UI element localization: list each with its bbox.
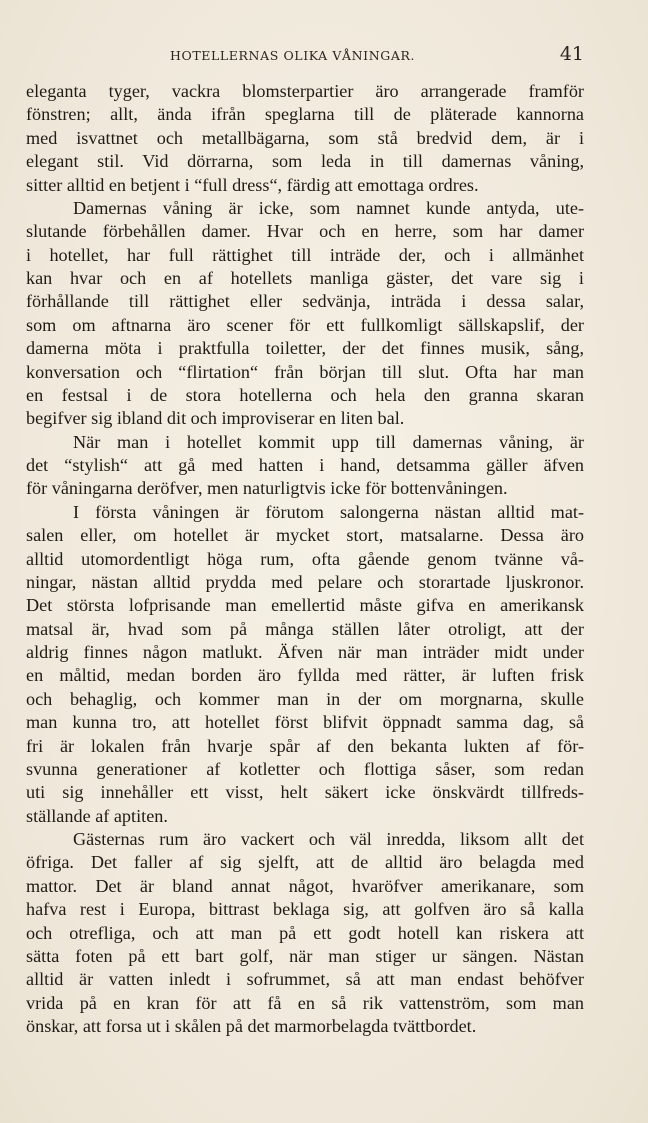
text-line: uti sig innehåller ett visst, helt säkert icke önskvärdt tillfreds- (26, 782, 584, 803)
text-line: en måltid, medan borden äro fyllda med rätter, är luften frisk (26, 665, 584, 686)
text-line: för våningarna deröfver, men naturligtvis icke för bottenvåningen. (26, 478, 508, 499)
text-line: mattor. Det är bland annat något, hvaröfver amerikanare, som (26, 875, 584, 896)
text-line: matsal är, hvad som på många ställen låter otroligt, att der (26, 618, 584, 639)
page-number: 41 (559, 43, 584, 65)
text-line: fri är lokalen från hvarje spår af den bekanta lukten af för- (26, 735, 584, 756)
text-line: konversation och “flirtation“ från början till slut. Ofta har man (26, 361, 584, 382)
paragraph (26, 501, 584, 828)
text-line: Damernas våning är icke, som namnet kunde antyda, ute- (73, 197, 584, 218)
text-line: en festsal i de stora hotellerna och hela den granna skaran (26, 384, 584, 405)
paragraph (26, 431, 584, 501)
text-line: med isvattnet och metallbägarna, som stå bredvid dem, är i (26, 127, 584, 148)
paragraph (26, 80, 584, 197)
text-line: hafva rest i Europa, bittrast beklaga sig, att golfven äro så kalla (26, 899, 584, 920)
text-line: alltid är vatten inledt i sofrummet, så att man endast behöfver (26, 969, 584, 990)
text-line: När man i hotellet kommit upp till damernas våning, är (73, 431, 584, 452)
text-line: eleganta tyger, vackra blomsterpartier äro arrangerade framför (26, 81, 584, 101)
running-title: HOTELLERNAS OLIKA VÅNINGAR. (170, 48, 416, 63)
paragraph (26, 197, 584, 431)
text-line: aldrig finnes någon matlukt. Äfven när man inträder midt under (26, 642, 584, 662)
body-text (26, 80, 584, 1038)
text-line: öfriga. Det faller af sig sjelft, att de alltid äro belagda med (26, 852, 584, 873)
text-line: begifver sig ibland dit och improviserar en liten bal. (26, 408, 405, 429)
text-line: i hotellet, har full rättighet till inträde der, och i allmänhet (26, 244, 584, 265)
text-line: ningar, nästan alltid prydda med pelare och storartade ljuskronor. (26, 571, 584, 592)
text-line: Gästernas rum äro vackert och väl inredda, liksom allt det (73, 829, 584, 849)
text-line: svunna generationer af kotletter och flottiga såser, som redan (26, 758, 584, 779)
text-line: förhållande till rättighet eller sedvänja, inträda i dessa salar, (26, 291, 584, 312)
page-header (26, 45, 584, 67)
text-line: som om aftnarna äro scener för ett fullkomligt sällskapslif, der (26, 314, 584, 335)
text-line: man kunna tro, att hotellet först blifvit öppnadt samma dag, så (26, 712, 584, 733)
text-line: elegant stil. Vid dörrarna, som leda in till damernas våning, (26, 151, 584, 172)
paragraph (26, 828, 584, 1038)
text-line: ställande af aptiten. (26, 805, 168, 826)
text-line: och behaglig, och kommer man in der om morgnarna, skulle (26, 688, 584, 709)
text-line: vrida på en kran för att få en så rik vattenström, som man (26, 992, 584, 1013)
text-line: I första våningen är förutom salongerna nästan alltid mat- (73, 501, 584, 522)
text-line: sitter alltid en betjent i “full dress“, färdig att emottaga ordres. (26, 174, 479, 195)
text-line: slutande förbehållen damer. Hvar och en herre, som har damer (26, 221, 584, 242)
text-line: kan hvar och en af hotellets manliga gäster, det vare sig i (26, 268, 584, 288)
text-line: fönstren; allt, ända ifrån speglarna till de pläterade kannorna (26, 104, 584, 125)
text-line: sätta foten på ett bart golf, när man stiger ur sängen. Nästan (26, 945, 584, 966)
text-line: Det största lofprisande man emellertid måste gifva en amerikansk (26, 595, 584, 616)
text-line: och otrefliga, och att man på ett godt hotell kan riskera att (26, 922, 584, 943)
text-line: salen eller, om hotellet är mycket stort, matsalarne. Dessa äro (26, 525, 584, 546)
text-line: önskar, att forsa ut i skålen på det marmorbelagda tvättbordet. (26, 1016, 477, 1036)
text-line: alltid utomordentligt höga rum, ofta gående genom tvänne vå- (26, 548, 584, 569)
text-line: det “stylish“ att gå med hatten i hand, detsamma gäller äfven (26, 455, 584, 475)
text-line: damerna möta i praktfulla toiletter, der det finnes musik, sång, (26, 338, 584, 359)
